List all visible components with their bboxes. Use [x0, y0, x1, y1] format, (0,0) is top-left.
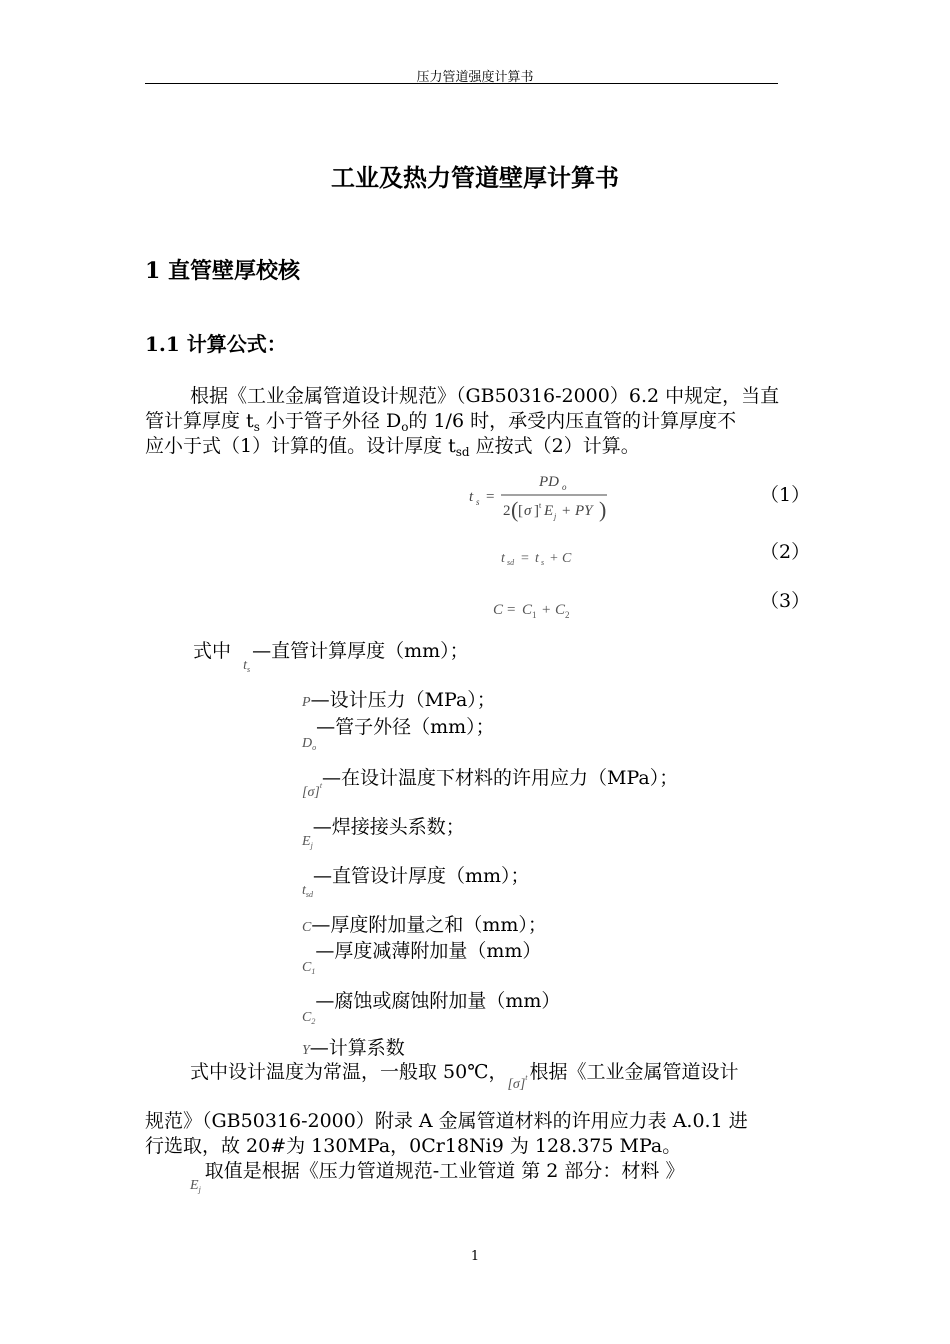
definition-c1-text: —厚度减薄附加量（mm）	[315, 940, 542, 962]
definition-c-text: —厚度附加量之和（mm）；	[311, 914, 547, 936]
para3-line-1-text: 取值是根据《压力管道规范-工业管道 第 2 部分：材料 》	[204, 1160, 685, 1182]
intro-line-3-sub-sd: sd	[455, 445, 470, 459]
definition-do	[302, 712, 495, 752]
svg-text:j: j	[554, 512, 557, 521]
svg-text:): )	[599, 497, 607, 522]
definition-p-text: —设计压力（MPa）；	[310, 689, 496, 711]
para2-line-3: 行选取，故 20#为 130MPa，0Cr18Ni9 为 128.375 MPa。	[145, 1135, 682, 1157]
symbol-ts: $t_s$	[243, 658, 251, 674]
header-rule	[145, 83, 778, 84]
definition-sigma-text: —在设计温度下材料的许用应力（MPa）；	[322, 767, 679, 789]
svg-text:sd: sd	[507, 558, 515, 567]
section-heading-1-1: 1.1 计算公式：	[145, 332, 287, 356]
svg-text:PD: PD	[539, 474, 559, 490]
svg-text:E: E	[544, 503, 554, 519]
equation-3-formula	[490, 596, 590, 624]
intro-line-2-b: 小于管子外径 D	[259, 410, 402, 432]
svg-text:=: =	[507, 602, 516, 618]
svg-text:+: +	[550, 551, 558, 566]
para2-line-1	[190, 1060, 739, 1097]
definition-c	[302, 910, 547, 937]
running-header: 压力管道强度计算书	[416, 70, 534, 85]
svg-text:t: t	[539, 501, 542, 510]
intro-line-2-a: 管计算厚度 t	[145, 410, 254, 432]
intro-line-2-sub-s: s	[253, 420, 260, 434]
definition-lead: 式中	[193, 640, 232, 662]
svg-text:C: C	[522, 602, 533, 618]
svg-text:s: s	[476, 497, 480, 507]
svg-text:C: C	[562, 551, 572, 566]
intro-line-2-sub-o: o	[401, 420, 409, 434]
svg-text:(: (	[511, 497, 519, 522]
symbol-do: $D_o$	[302, 736, 317, 752]
svg-text:t: t	[469, 489, 474, 505]
symbol-ej: $E_j$	[302, 834, 313, 850]
definition-c1	[302, 936, 541, 976]
intro-line-2-c: 的 1/6 时，承受内压直管的计算厚度不	[408, 410, 737, 432]
intro-line-3-b: 应按式（2）计算。	[469, 435, 640, 457]
intro-line-3-a: 应小于式（1）计算的值。设计厚度 t	[145, 435, 456, 457]
svg-text:σ: σ	[524, 503, 532, 519]
svg-text:1: 1	[532, 610, 537, 620]
svg-text:+: +	[542, 602, 551, 618]
definition-ej-text: —焊接接头系数；	[312, 816, 465, 838]
symbol-p: P	[302, 695, 311, 710]
equation-3-number: （3）	[760, 590, 811, 612]
svg-text:s: s	[541, 558, 545, 567]
equation-2-formula	[498, 544, 588, 570]
definition-ej	[302, 812, 465, 850]
definition-y-text: —计算系数	[309, 1037, 405, 1059]
symbol-tsd: $t_{sd}$	[302, 883, 314, 899]
svg-text:PY: PY	[575, 503, 593, 519]
equation-1-number: （1）	[760, 484, 811, 506]
definition-c2-text: —腐蚀或腐蚀附加量（mm）	[315, 990, 561, 1012]
para2-line-1-b: 根据《工业金属管道设计	[529, 1061, 739, 1083]
svg-text:+: +	[562, 503, 571, 519]
svg-text:t: t	[501, 551, 505, 566]
definition-do-text: —管子外径（mm）；	[316, 716, 495, 738]
definition-tsd-text: —直管设计厚度（mm）；	[313, 865, 530, 887]
svg-text:2: 2	[503, 503, 511, 519]
symbol-sigma-inline: $[\sigma]^t$	[507, 1073, 528, 1092]
intro-line-1	[190, 384, 779, 409]
svg-text:t: t	[535, 551, 539, 566]
definition-ts-text: —直管计算厚度（mm）；	[252, 640, 469, 662]
svg-text:]: ]	[534, 503, 539, 519]
symbol-ej-inline: $E_j$	[190, 1178, 201, 1194]
section-heading-1: 1 直管壁厚校核	[145, 258, 300, 284]
symbol-c: C	[302, 920, 312, 935]
svg-text:=: =	[486, 489, 495, 505]
symbol-y: Y	[302, 1043, 310, 1058]
intro-line-1-text: 根据《工业金属管道设计规范》（GB50316-2000）6.2 中规定，当直	[190, 385, 780, 407]
definition-y	[302, 1033, 405, 1060]
svg-text:[: [	[518, 503, 523, 519]
para2-line-1-a: 式中设计温度为常温，一般取 50℃，	[190, 1061, 508, 1083]
definition-sigma	[302, 763, 678, 801]
svg-text:C: C	[555, 602, 566, 618]
symbol-sigma: $[\sigma]^t$	[302, 781, 323, 800]
para3-line-1	[190, 1159, 684, 1202]
equation-1-formula	[465, 468, 615, 526]
svg-text:o: o	[562, 482, 567, 492]
para2-line-2: 规范》（GB50316-2000）附录 A 金属管道材料的许用应力表 A.0.1 进	[145, 1110, 748, 1132]
definition-tsd	[302, 861, 530, 899]
symbol-c1: $C_1$	[302, 960, 316, 976]
intro-line-3	[145, 434, 640, 465]
svg-text:C: C	[493, 602, 504, 618]
document-title: 工业及热力管道壁厚计算书	[331, 163, 619, 192]
definition-ts	[193, 636, 469, 674]
definition-c2	[302, 986, 560, 1026]
equation-2-number: （2）	[760, 541, 811, 563]
svg-text:=: =	[521, 551, 529, 566]
symbol-c2: $C_2$	[302, 1010, 316, 1026]
svg-text:2: 2	[565, 610, 570, 620]
definition-p	[302, 685, 496, 712]
page-number: 1	[470, 1249, 480, 1264]
